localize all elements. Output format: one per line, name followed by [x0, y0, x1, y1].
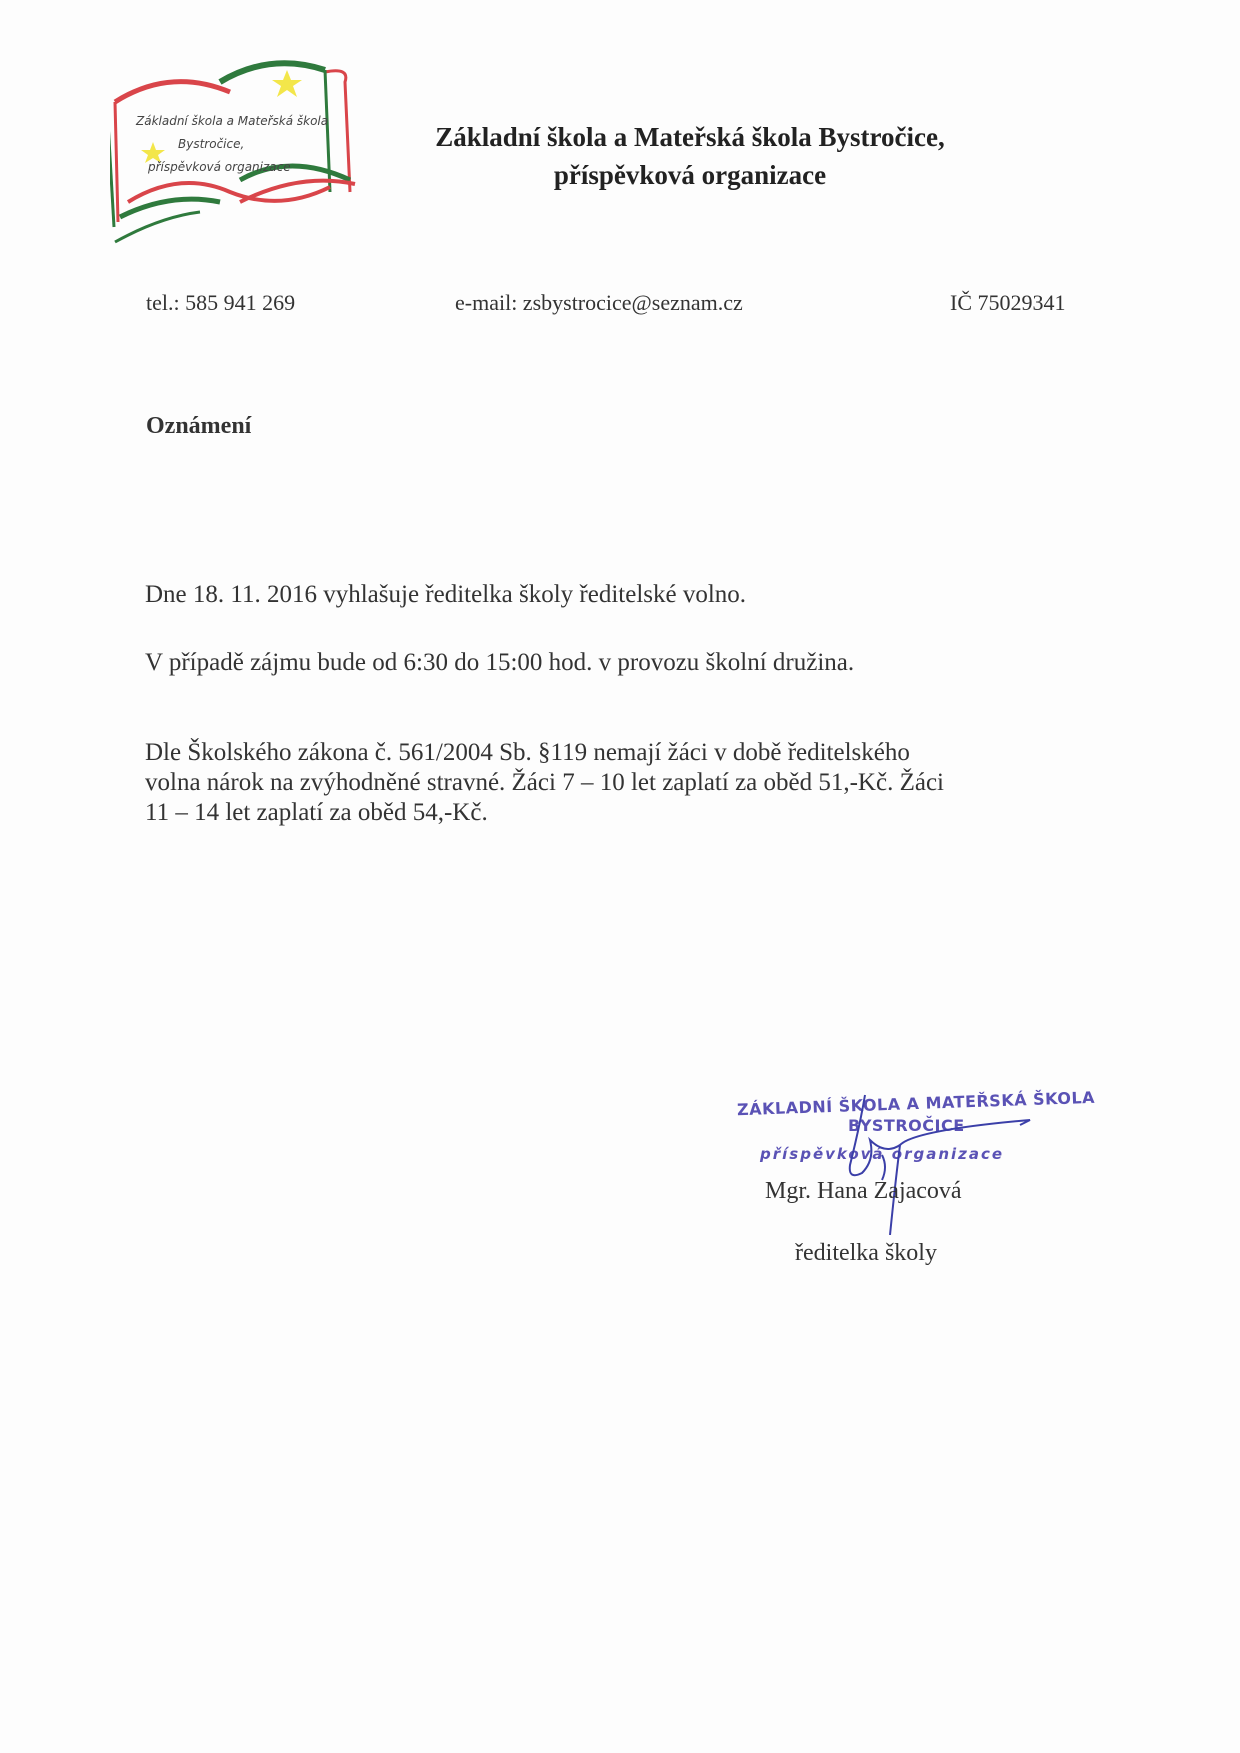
contact-phone: tel.: 585 941 269 — [146, 290, 296, 315]
signatory-name: Mgr. Hana Zajacová — [765, 1178, 962, 1204]
school-name-line1: Základní škola a Mateřská škola Bystročice, — [435, 122, 945, 152]
signatory-role: ředitelka školy — [795, 1240, 937, 1266]
stamp-line-2: BYSTROČICE — [848, 1116, 965, 1135]
notice-paragraph-3-line-2: volna nárok na zvýhodněné stravné. Žáci 7 – 10 let zaplatí za oběd 51,-Kč. Žáci — [145, 769, 944, 796]
notice-paragraph-3-line-3: 11 – 14 let zaplatí za oběd 54,-Kč. — [145, 799, 488, 826]
stamp-line-3: příspěvková organizace — [760, 1145, 1005, 1163]
notice-paragraph-1: Dne 18. 11. 2016 vyhlašuje ředitelka školy ředitelské volno. — [145, 581, 747, 608]
notice-paragraph-3 — [145, 738, 944, 828]
contact-email: e-mail: zsbystrocice@seznam.cz — [455, 290, 743, 315]
handwritten-signature-icon — [790, 1085, 1050, 1235]
open-book-logo-icon — [110, 52, 400, 252]
school-name-line2: příspěvková organizace — [553, 160, 827, 190]
school-logo — [110, 52, 400, 252]
school-name — [400, 118, 980, 194]
notice-heading: Oznámení — [146, 413, 252, 439]
logo-text-line2: Bystročice, — [178, 137, 245, 151]
stamp-line-1: ZÁKLADNÍ ŠKOLA A MATEŘSKÁ ŠKOLA — [736, 1087, 1096, 1120]
notice-paragraph-3-line-1: Dle Školského zákona č. 561/2004 Sb. §119 nemají žáci v době ředitelského — [145, 739, 910, 766]
contact-ic: IČ 75029341 — [950, 290, 1066, 315]
logo-text-line3: příspěvková organizace — [148, 160, 291, 174]
logo-text-line1: Základní škola a Mateřská škola — [136, 114, 329, 128]
notice-paragraph-2: V případě zájmu bude od 6:30 do 15:00 hod. v provozu školní družina. — [145, 649, 855, 676]
